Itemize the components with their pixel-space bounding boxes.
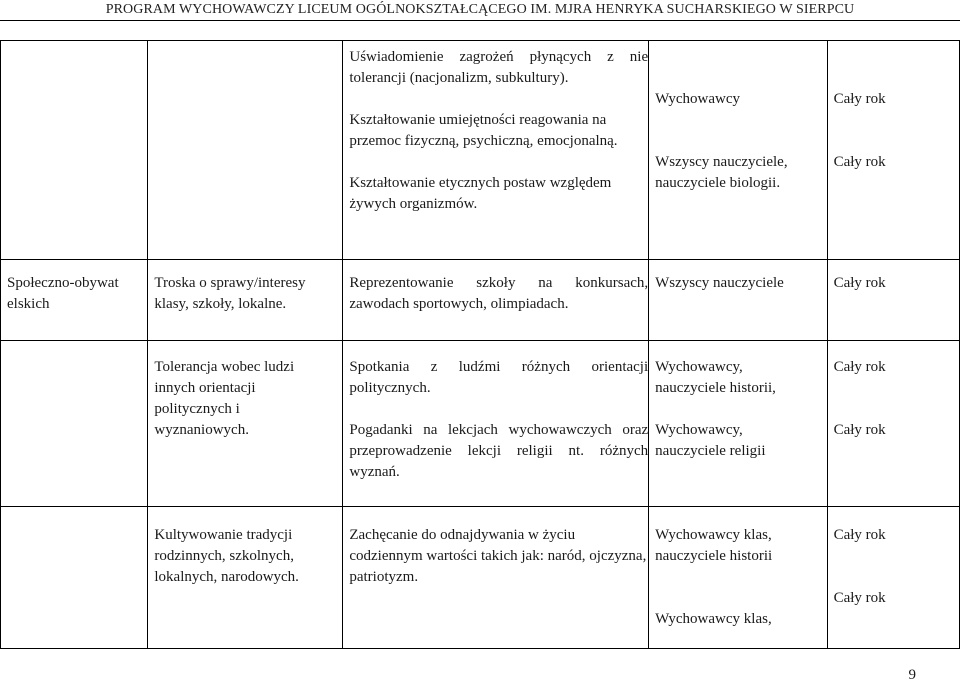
form-item: Kształtowanie umiejętności reagowania na przemoc fizyczną, psychiczną, emocjonalną.	[349, 112, 618, 149]
area-cell	[1, 341, 148, 507]
table-row	[1, 41, 960, 260]
area-cell	[1, 507, 148, 649]
form-item: Reprezentowanie szkoły na konkursach, zawodach sportowych, olimpiadach.	[349, 275, 649, 312]
forms-cell	[343, 507, 649, 649]
responsible-item: Wszyscy nauczyciele, nauczyciele biologii.	[655, 154, 788, 191]
form-item: Uświadomienie zagrożeń płynących z nie tolerancji (nacjonalizm, subkultury).	[349, 49, 649, 86]
time-item: Cały rok	[833, 527, 886, 543]
responsible-cell	[649, 41, 827, 260]
responsible-item: Wychowawcy, nauczyciele historii,	[655, 359, 776, 396]
forms-cell	[343, 260, 649, 341]
time-cell	[827, 41, 959, 260]
forms-cell	[343, 341, 649, 507]
responsible-item: Wychowawcy klas, nauczyciele historii	[655, 527, 773, 564]
responsible-item: Wszyscy nauczyciele	[655, 275, 784, 291]
task-cell	[148, 41, 343, 260]
task-item: Troska o sprawy/interesy klasy, szkoły, lokalne.	[154, 275, 306, 312]
responsible-item: Wychowawcy klas,	[655, 611, 772, 627]
time-item: Cały rok	[833, 590, 886, 606]
time-item: Cały rok	[833, 154, 886, 170]
time-item: Cały rok	[833, 91, 886, 107]
time-item: Cały rok	[833, 422, 886, 438]
responsible-item: Wychowawcy	[655, 91, 741, 107]
task-item: Tolerancja wobec ludzi innych orientacji politycznych i wyznaniowych.	[154, 359, 295, 438]
time-cell	[827, 260, 959, 341]
time-cell	[827, 341, 959, 507]
task-cell	[148, 507, 343, 649]
forms-cell	[343, 41, 649, 260]
task-item: Kultywowanie tradycji rodzinnych, szkolnych, lokalnych, narodowych.	[154, 527, 299, 585]
header-rule	[0, 20, 960, 21]
program-table	[0, 40, 960, 649]
form-item: Zachęcanie do odnajdywania w życiu codziennym wartości takich jak: naród, ojczyzna, patriotyzm.	[349, 527, 647, 585]
area-cell	[1, 41, 148, 260]
table-row	[1, 341, 960, 507]
table-row	[1, 260, 960, 341]
time-item: Cały rok	[833, 359, 886, 375]
time-item: Cały rok	[833, 275, 886, 291]
responsible-item: Wychowawcy, nauczyciele religii	[655, 422, 766, 459]
task-cell	[148, 260, 343, 341]
page-number: 9	[908, 667, 916, 683]
form-item: Pogadanki na lekcjach wychowawczych oraz przeprowadzenie lekcji religii nt. różnych wyznań.	[349, 422, 649, 480]
form-item: Kształtowanie etycznych postaw względem żywych organizmów.	[349, 175, 612, 212]
header-title: PROGRAM WYCHOWAWCZY LICEUM OGÓLNOKSZTAŁCĄCEGO IM. MJRA HENRYKA SUCHARSKIEGO W SIERPCU	[105, 2, 855, 17]
area-label: Społeczno-obywatelskich	[7, 275, 119, 312]
table-row	[1, 507, 960, 649]
responsible-cell	[649, 260, 827, 341]
time-cell	[827, 507, 959, 649]
responsible-cell	[649, 341, 827, 507]
document-header	[0, 0, 960, 22]
responsible-cell	[649, 507, 827, 649]
task-cell	[148, 341, 343, 507]
area-cell	[1, 260, 148, 341]
form-item: Spotkania z ludźmi różnych orientacji politycznych.	[349, 359, 649, 396]
